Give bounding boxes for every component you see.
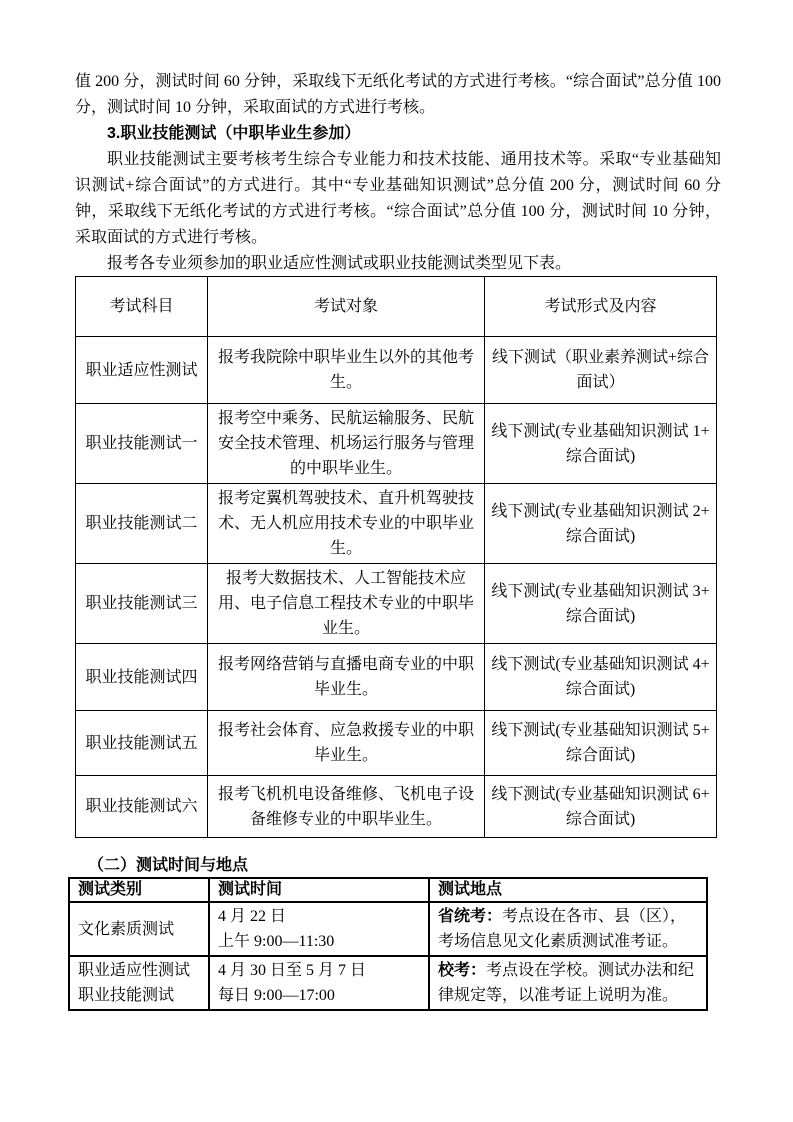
format-line: 综合面试) xyxy=(565,810,636,828)
exam-target-cell: 报考大数据技术、人工智能技术应用、电子信息工程技术专业的中职毕业生。 xyxy=(208,564,485,644)
exam-table-row xyxy=(76,564,717,644)
exam-table-header-row xyxy=(76,277,717,337)
exam-target-cell: 报考网络营销与直播电商专业的中职毕业生。 xyxy=(208,644,485,711)
schedule-category-cell xyxy=(69,956,209,1010)
section2-heading: （二）测试时间与地点 xyxy=(88,857,249,874)
exam-table-row xyxy=(76,776,717,838)
schedule-category-cell xyxy=(69,902,209,956)
category-line: 职业适应性测试 xyxy=(78,962,191,979)
exam-table-row xyxy=(76,484,717,564)
exam-target-cell: 报考空中乘务、民航运输服务、民航安全技术管理、机场运行服务与管理的中职毕业生。 xyxy=(208,404,485,484)
exam-table-row xyxy=(76,337,717,404)
format-line: 综合面试) xyxy=(565,527,636,545)
exam-target-cell: 报考我院除中职毕业生以外的其他考生。 xyxy=(208,337,485,404)
location-detail: 考点设在各市、县（区），考场信息见文化素质测试准考证。 xyxy=(438,908,687,950)
exam-table-intro: 报考各专业须参加的职业适应性测试或职业技能测试类型见下表。 xyxy=(107,255,572,272)
exam-header-target: 考试对象 xyxy=(208,277,485,337)
schedule-table xyxy=(68,877,708,1011)
intro-text-block xyxy=(75,69,721,277)
schedule-header-row xyxy=(69,878,707,902)
section3-heading: 3.职业技能测试（中职毕业生参加） xyxy=(107,125,361,142)
exam-format-cell xyxy=(485,564,717,644)
category-line: 文化素质测试 xyxy=(78,920,175,938)
time-line: 4 月 22 日 xyxy=(218,908,287,925)
exam-target-cell: 报考定翼机驾驶技术、直升机驾驶技术、无人机应用技术专业的中职毕业生。 xyxy=(208,484,485,564)
location-type-label: 校考： xyxy=(438,962,487,979)
exam-subject-cell: 职业技能测试四 xyxy=(76,644,208,711)
exam-subject-cell: 职业技能测试六 xyxy=(76,776,208,838)
exam-target-cell: 报考飞机机电设备维修、飞机电子设备维修专业的中职毕业生。 xyxy=(208,776,485,838)
exam-table-row xyxy=(76,711,717,776)
category-line: 职业技能测试 xyxy=(78,987,175,1004)
schedule-time-cell xyxy=(209,902,429,956)
time-line: 每日 9:00—17:00 xyxy=(218,987,335,1004)
exam-target-cell: 报考社会体育、应急救援专业的中职毕业生。 xyxy=(208,711,485,776)
exam-header-subject: 考试科目 xyxy=(76,277,208,337)
exam-format-cell xyxy=(485,644,717,711)
schedule-location-cell xyxy=(429,956,707,1010)
format-line: 综合面试) xyxy=(565,747,636,764)
exam-subject-cell: 职业技能测试五 xyxy=(76,711,208,776)
exam-format-cell xyxy=(485,337,717,404)
format-line: 线下测试(专业基础知识测试 2+ xyxy=(491,502,710,520)
schedule-row xyxy=(69,956,707,1010)
schedule-header-time: 测试时间 xyxy=(209,878,429,902)
location-type-label: 省统考： xyxy=(438,908,503,925)
format-line: 综合面试) xyxy=(565,607,636,625)
exam-format-cell xyxy=(485,776,717,838)
exam-subject-cell: 职业适应性测试 xyxy=(76,337,208,404)
section3-paragraph: 职业技能测试主要考核考生综合专业能力和技术技能、通用技术等。采取“专业基础知识测试+综合面试”的方式进行。其中“专业基础知识测试”总分值 200 分，测试时间 60 分钟，采取线下无纸化考试的方式进行考核。“综合面试”总分值 100 分，测试时间 10 分钟，采取面试的方式进行考核。 xyxy=(75,151,721,246)
exam-header-format: 考试形式及内容 xyxy=(485,277,717,337)
exam-subject-cell: 职业技能测试三 xyxy=(76,564,208,644)
location-detail: 考点设在学校。测试办法和纪律规定等，以准考证上说明为准。 xyxy=(438,962,695,1004)
format-line: 线下测试(专业基础知识测试 6+ xyxy=(491,785,710,803)
format-line: 线下测试(专业基础知识测试 1+ xyxy=(491,422,710,440)
format-line: 综合面试) xyxy=(565,681,636,698)
exam-table-row xyxy=(76,404,717,484)
schedule-location-cell xyxy=(429,902,707,956)
intro-tail-paragraph: 值 200 分，测试时间 60 分钟，采取线下无纸化考试的方式进行考核。“综合面试”总分值 100 分，测试时间 10 分钟，采取面试的方式进行考核。 xyxy=(75,73,721,116)
exam-format-cell xyxy=(485,711,717,776)
exam-table-row xyxy=(76,644,717,711)
format-line: 线下测试(专业基础知识测试 3+ xyxy=(491,582,710,600)
format-line: 线下测试(专业基础知识测试 5+ xyxy=(491,722,710,739)
schedule-header-location: 测试地点 xyxy=(429,878,707,902)
schedule-row xyxy=(69,902,707,956)
format-line: 综合面试) xyxy=(565,447,636,465)
format-line: 线下测试（职业素养测试+综合 xyxy=(491,349,710,366)
format-line: 线下测试(专业基础知识测试 4+ xyxy=(491,656,710,673)
exam-format-cell xyxy=(485,484,717,564)
schedule-time-cell xyxy=(209,956,429,1010)
time-line: 上午 9:00—11:30 xyxy=(218,933,335,950)
time-line: 4 月 30 日至 5 月 7 日 xyxy=(218,962,367,979)
exam-type-table xyxy=(75,276,717,838)
exam-format-cell xyxy=(485,404,717,484)
format-line: 面试） xyxy=(576,374,625,391)
exam-subject-cell: 职业技能测试一 xyxy=(76,404,208,484)
exam-subject-cell: 职业技能测试二 xyxy=(76,484,208,564)
schedule-header-category: 测试类别 xyxy=(69,878,209,902)
